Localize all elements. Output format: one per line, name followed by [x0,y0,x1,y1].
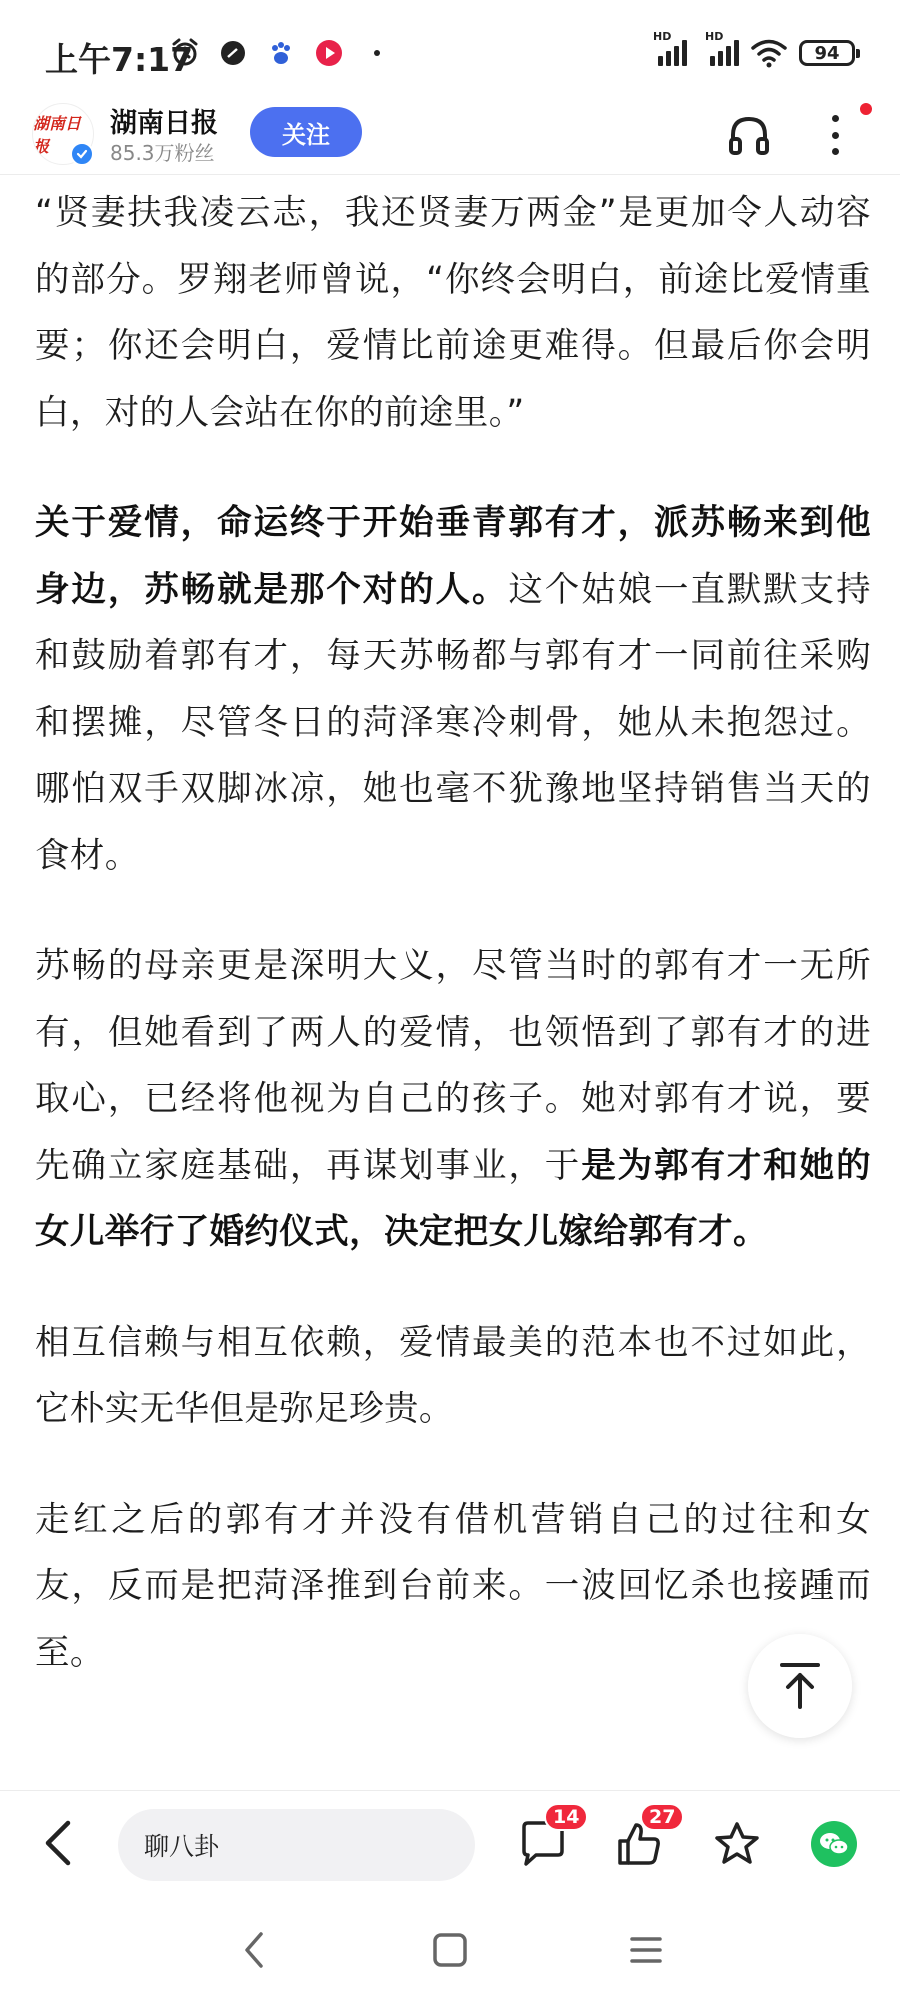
like-button[interactable] [614,1806,676,1869]
status-bar [0,0,900,100]
comment-count-badge: 14 [544,1803,588,1831]
comment-button[interactable] [518,1806,580,1869]
signal-icon [653,30,687,66]
more-vertical-icon[interactable] [820,109,850,161]
arrow-up-icon [778,1661,822,1711]
signal-icon [705,30,739,66]
system-menu-icon[interactable] [620,1924,672,1976]
system-back-icon[interactable] [228,1924,280,1976]
avatar-logo-text: 湖南日报 [33,114,82,156]
favorite-button[interactable] [712,1819,762,1869]
article-body [35,180,871,1775]
wechat-icon [818,1830,850,1858]
like-count-badge: 27 [640,1803,684,1831]
article-header [0,95,900,175]
article-paragraph: 相互信赖与相互依赖，爱情最美的范本也不过如此，它朴实无华但是弥足珍贵。 [35,1322,871,1429]
article-action-bar [0,1790,900,1900]
star-icon [712,1819,762,1869]
system-home-icon[interactable] [424,1924,476,1976]
back-arrow-icon[interactable] [38,1815,78,1871]
bold-text: 是为郭有才和她的女儿举行了婚约仪式，决定把女儿嫁给郭有才。 [35,1145,871,1252]
alarm-icon [168,36,202,70]
wifi-icon [749,36,789,70]
status-system-icons [653,30,855,70]
baidu-paw-icon [264,36,298,70]
fan-count: 85.3万粉丝 [110,141,215,165]
status-time: 上午7:17 [45,40,194,79]
comment-input[interactable]: 聊八卦 [118,1809,475,1881]
video-app-icon [312,36,346,70]
notification-dot [860,103,872,115]
headphone-icon[interactable] [725,111,773,159]
battery-indicator: 94 [799,40,855,66]
scroll-to-top-button[interactable] [748,1634,852,1738]
follow-button[interactable]: 关注 [250,107,362,157]
article-paragraph: 关于爱情，命运终于开始垂青郭有才，派苏畅来到他身边，苏畅就是那个对的人。这个姑娘一直默默支持和鼓励着郭有才，每天苏畅都与郭有才一同前往采购和摆摊，尽管冬日的菏泽寒冷刺骨，她从未抱怨过。哪怕双手双脚冰凉，她也毫不犹豫地坚持销售当天的食材。 [35,503,871,876]
more-notifications-dot-icon [360,36,394,70]
article-paragraph: 走红之后的郭有才并没有借机营销自己的过往和女友，反而是把菏泽推到台前来。一波回忆杀也接踵而至。 [35,1499,871,1673]
network-type-label: HD [653,30,672,43]
network-type-label: HD [705,30,724,43]
verified-icon [70,142,94,166]
article-paragraph: “贤妻扶我凌云志，我还贤妻万两金”是更加令人动容的部分。罗翔老师曾说，“你终会明白，前途比爱情重要；你还会明白，爱情比前途更难得。但最后你会明白，对的人会站在你的前途里。” [35,193,871,433]
system-navigation-bar [0,1900,900,2000]
account-name[interactable]: 湖南日报 [110,108,218,139]
wechat-share-button[interactable] [811,1821,857,1867]
app-notification-icon [216,36,250,70]
article-paragraph: 苏畅的母亲更是深明大义，尽管当时的郭有才一无所有，但她看到了两人的爱情，也领悟到了郭有才的进取心，已经将他视为自己的孩子。她对郭有才说，要先确立家庭基础，再谋划事业，于是为郭有才和她的女儿举行了婚约仪式，决定把女儿嫁给郭有才。 [35,946,871,1252]
bold-text: 关于爱情，命运终于开始垂青郭有才，派苏畅来到他身边，苏畅就是那个对的人。 [35,503,871,610]
status-notification-icons [168,36,394,70]
